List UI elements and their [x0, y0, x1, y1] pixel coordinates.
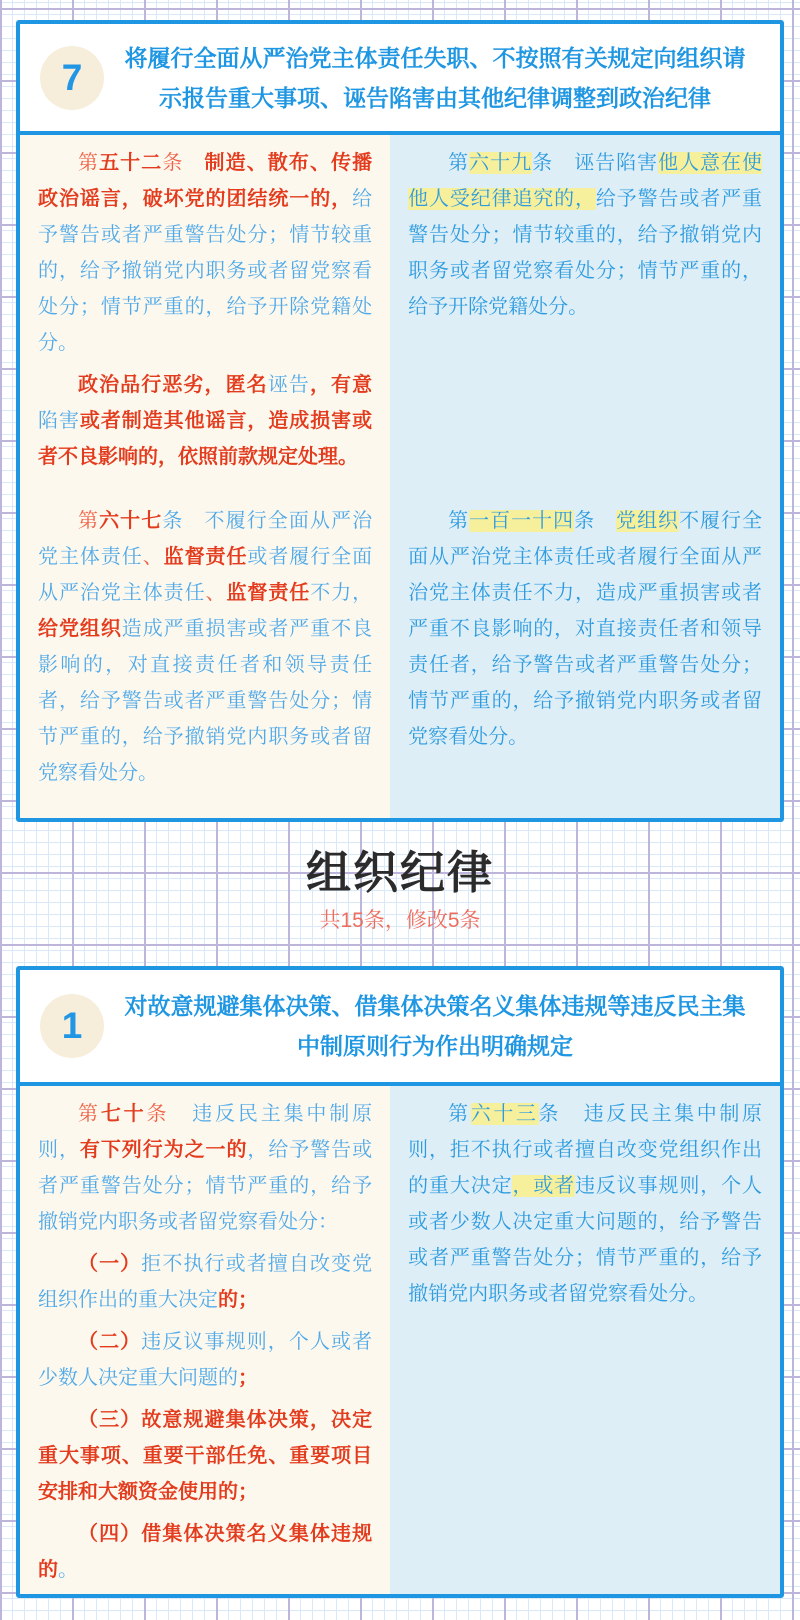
number-badge: 7 — [40, 46, 104, 110]
section-title: 组织纪律 — [305, 848, 494, 898]
regulation-paragraph: 第五十二条 制造、散布、传播政治谣言，破坏党的团结统一的，给予警告或者严重警告处分；情节较重的，给予撤销党内职务或者留党察看处分；情节严重的，给予开除党籍处分。 — [38, 152, 373, 354]
old-regulation-text — [20, 1086, 390, 1594]
regulation-paragraph: （四）借集体决策名义集体违规的。 — [38, 1523, 373, 1581]
card-header — [20, 970, 780, 1082]
card-title: 对故意规避集体决策、借集体决策名义集体违规等违反民主集中制原则行为作出明确规定 — [124, 993, 746, 1059]
card-header — [20, 24, 780, 131]
regulation-paragraph: （一）拒不执行或者擅自改变党组织作出的重大决定的； — [38, 1253, 373, 1311]
new-regulation-text — [390, 135, 780, 475]
regulation-paragraph: 第六十七条 不履行全面从严治党主体责任、监督责任或者履行全面从严治党主体责任、监督责任不力，给党组织造成严重损害或者严重不良影响的，对直接责任者和领导责任者，给予警告或者严重警告处分；情节严重的，给予撤销党内职务或者留党察看处分。 — [38, 510, 373, 784]
comparison-columns — [20, 1082, 780, 1594]
section-subtitle: 共15条，修改5条 — [319, 909, 481, 932]
old-regulation-text — [20, 135, 390, 475]
new-regulation-text — [390, 475, 780, 818]
card-point-7 — [16, 20, 784, 822]
regulation-paragraph: （二）违反议事规则，个人或者少数人决定重大问题的； — [38, 1331, 373, 1389]
section-heading — [0, 846, 800, 934]
regulation-paragraph: 政治品行恶劣，匿名诬告，有意陷害或者制造其他谣言，造成损害或者不良影响的，依照前款规定处理。 — [38, 374, 373, 468]
card-point-1 — [16, 966, 784, 1598]
regulation-paragraph: 第六十三条 违反民主集中制原则，拒不执行或者擅自改变党组织作出的重大决定，或者违反议事规则，个人或者少数人决定重大问题的，给予警告或者严重警告处分；情节严重的，给予撤销党内职务或者留党察看处分。 — [408, 1103, 763, 1305]
regulation-paragraph: 第一百一十四条 党组织不履行全面从严治党主体责任或者履行全面从严治党主体责任不力，造成严重损害或者严重不良影响的，对直接责任者和领导责任者，给予警告或者严重警告处分；情节严重的，给予撤销党内职务或者留党察看处分。 — [408, 510, 763, 748]
regulation-paragraph: 第七十条 违反民主集中制原则，有下列行为之一的，给予警告或者严重警告处分；情节严重的，给予撤销党内职务或者留党察看处分： — [38, 1103, 373, 1233]
regulation-paragraph: （三）故意规避集体决策，决定重大事项、重要干部任免、重要项目安排和大额资金使用的； — [38, 1409, 373, 1503]
new-regulation-text — [390, 1086, 780, 1594]
number-badge: 1 — [40, 994, 104, 1058]
card-title: 将履行全面从严治党主体责任失职、不按照有关规定向组织请示报告重大事项、诬告陷害由其他纪律调整到政治纪律 — [124, 44, 746, 111]
comparison-columns — [20, 131, 780, 818]
regulation-paragraph: 第六十九条 诬告陷害他人意在使他人受纪律追究的，给予警告或者严重警告处分；情节较重的，给予撤销党内职务或者留党察看处分；情节严重的，给予开除党籍处分。 — [408, 152, 763, 318]
old-regulation-text — [20, 475, 390, 818]
